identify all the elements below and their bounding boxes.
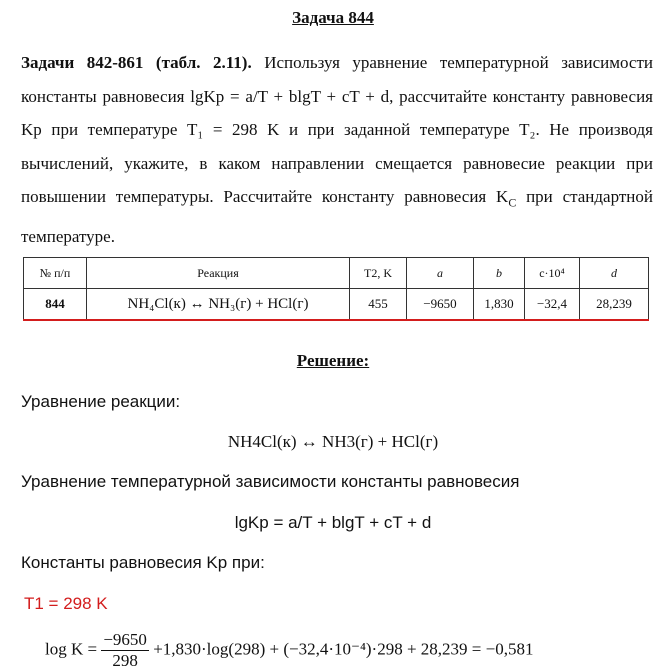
table-row [24, 289, 649, 321]
t1-label: T1 = 298 K [24, 594, 108, 613]
task-text-end: при стандартной температуре. [21, 187, 653, 246]
formula-denominator: 298 [112, 651, 138, 670]
formula-rest: +1,830·log(298) + (−32,4·10⁻⁴)·298 + 28,239 = −0,581 [153, 639, 534, 659]
cell-num: 844 [24, 289, 87, 321]
task-text: Используя уравнение температурной зависимости константы равновесия lgKp = a/T + blgT + cT + d, рассчитайте константу равновесия Kp при температуре T₁ = 298 K и при заданной температуре T₂. Не производя вычислений, укажите, в каком направлении смещается равновесие реакции при повышении температуры. Рассчитайте константу равновесия K [21, 53, 653, 206]
header-b: b [474, 258, 525, 289]
page-title: Задача 844 [292, 8, 374, 27]
formula-numerator: −9650 [103, 630, 147, 649]
header-reaction: Реакция [87, 258, 350, 289]
cell-d: 28,239 [580, 289, 649, 321]
reaction-equation: NH4Cl(к) ↔ NH3(г) + HCl(г) [227, 432, 439, 451]
header-a: a [407, 258, 474, 289]
table-header-row [24, 258, 649, 289]
solution-heading: Решение: [296, 351, 370, 370]
cell-a: −9650 [407, 289, 474, 321]
cell-reaction: NH₄Cl(к) ↔ NH₃(г) + HCl(г) [87, 289, 350, 321]
dependency-equation: lgKp = a/T + blgT + cT + d [234, 513, 432, 532]
dependency-label: Уравнение температурной зависимости константы равновесия [21, 472, 520, 491]
task-description [21, 46, 653, 253]
task-text-sub: C [508, 195, 517, 210]
data-table [23, 257, 649, 321]
header-num: № п/п [24, 258, 87, 289]
formula-fraction [101, 630, 149, 671]
header-d: d [580, 258, 649, 289]
cell-b: 1,830 [474, 289, 525, 321]
constants-label: Константы равновесия Kp при: [21, 553, 265, 572]
header-t2: T2, K [350, 258, 407, 289]
formula-lhs: log K [45, 639, 84, 659]
cell-c: −32,4 [525, 289, 580, 321]
cell-t2: 455 [350, 289, 407, 321]
header-c: c·10⁴ [525, 258, 580, 289]
reaction-label: Уравнение реакции: [21, 392, 181, 411]
calculation-formula: log K = $\frac{-9650}{298}$ +1,830·log(298) + (−32,4·10⁻⁴)·298 + 28,239 = −0,581 [45, 630, 534, 670]
task-lead: Задачи 842-861 (табл. 2.11). [21, 53, 252, 72]
